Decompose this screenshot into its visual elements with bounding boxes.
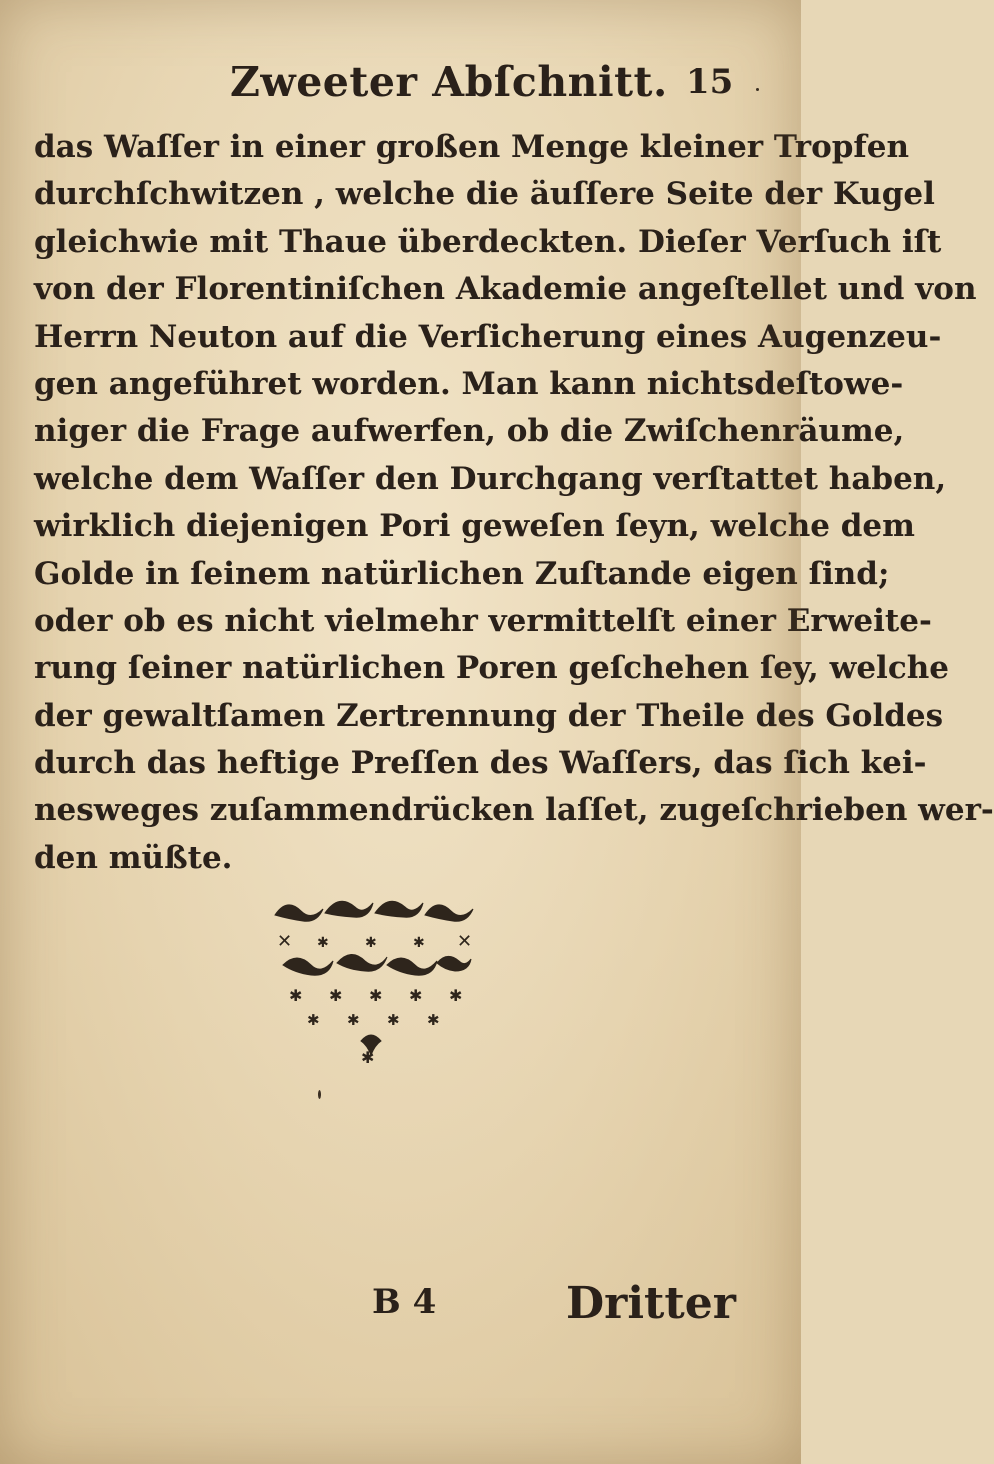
- text-line: gen angeführet worden. Man kann nichtsdeſtowe-: [34, 365, 904, 402]
- svg-text:✱: ✱: [307, 1011, 320, 1029]
- page-footer: [0, 1278, 801, 1338]
- text-line: oder ob es nicht vielmehr vermittelſt einer Erweite-: [34, 602, 932, 639]
- svg-text:✱: ✱: [317, 935, 329, 951]
- svg-text:✱: ✱: [427, 1011, 440, 1029]
- svg-text:✱: ✱: [289, 986, 303, 1005]
- text-line: gleichwie mit Thaue überdeckten. Dieſer Verſuch iſt: [34, 223, 942, 260]
- svg-text:✱: ✱: [361, 1048, 375, 1067]
- text-line: Golde in ſeinem natürlichen Zuſtande eigen ſind;: [34, 555, 890, 592]
- page-number: 15: [686, 62, 734, 102]
- signature-mark: B 4: [372, 1282, 437, 1322]
- text-line: niger die Frage aufwerfen, ob die Zwiſchenräume,: [34, 413, 905, 450]
- ink-speck: [318, 1090, 321, 1099]
- svg-text:✱: ✱: [347, 1011, 360, 1029]
- text-line: Herrn Neuton auf die Verſicherung eines Augenzeu-: [34, 318, 942, 355]
- svg-text:✱: ✱: [409, 986, 423, 1005]
- svg-text:✱: ✱: [365, 935, 377, 951]
- text-line: den müßte.: [34, 839, 233, 876]
- svg-text:✕: ✕: [277, 931, 293, 952]
- text-line: der gewaltſamen Zertrennung der Theile des Goldes: [34, 697, 944, 734]
- catchword: Dritter: [566, 1278, 736, 1329]
- ink-speck: [756, 88, 759, 91]
- text-line: durch das heftige Preſſen des Waſſers, das ſich kei-: [34, 745, 927, 782]
- svg-text:✕: ✕: [457, 931, 473, 952]
- text-line: rung ſeiner natürlichen Poren geſchehen ſey, welche: [34, 650, 949, 687]
- body-text: [34, 124, 994, 882]
- text-line: welche dem Waſſer den Durchgang verſtattet haben,: [34, 460, 947, 497]
- svg-text:✱: ✱: [413, 935, 425, 951]
- chapter-heading: Zweeter Abſchnitt.: [230, 58, 668, 106]
- text-line: das Waſſer in einer großen Menge kleiner Tropfen: [34, 129, 910, 165]
- text-line: durchſchwitzen , welche die äuſſere Seite der Kugel: [34, 176, 935, 213]
- running-head: [0, 58, 801, 108]
- text-line: wirklich diejenigen Pori geweſen ſeyn, welche dem: [34, 508, 915, 545]
- svg-text:✱: ✱: [369, 986, 383, 1005]
- text-line: nesweges zuſammendrücken laſſet, zugeſchrieben wer-: [34, 792, 994, 829]
- text-line: von der Florentiniſchen Akademie angeſtellet und von: [34, 271, 977, 308]
- tailpiece-ornament-icon: [255, 885, 495, 1065]
- svg-text:✱: ✱: [387, 1011, 400, 1029]
- svg-text:✱: ✱: [329, 986, 343, 1005]
- svg-text:✱: ✱: [449, 986, 463, 1005]
